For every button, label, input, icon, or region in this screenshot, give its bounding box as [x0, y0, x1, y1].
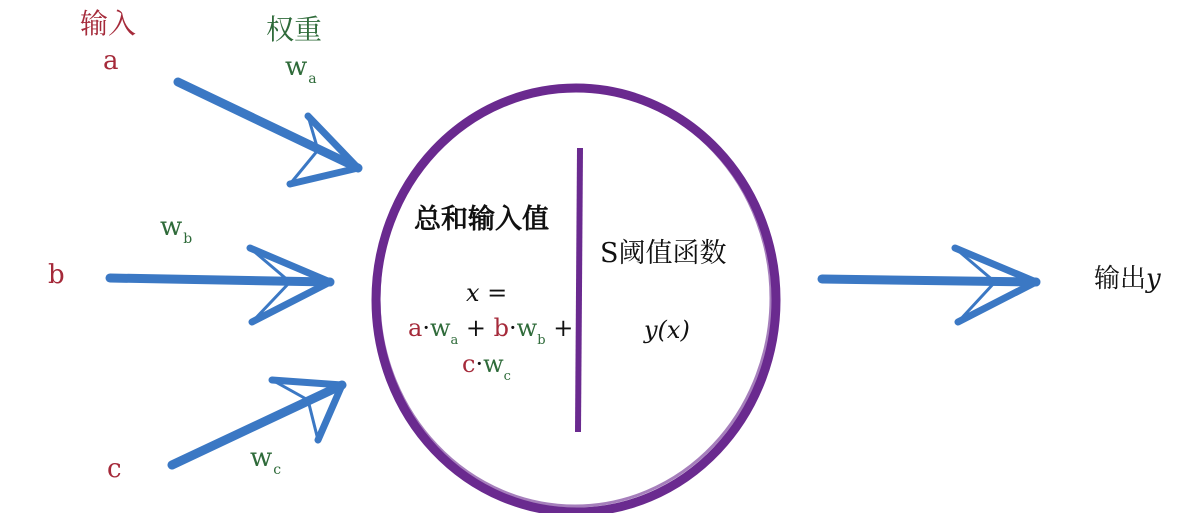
input-b: b [48, 260, 65, 290]
formula-line3: $c\cdot w_c$ [462, 350, 511, 384]
activation-yx: y(x) [644, 316, 690, 344]
input-c: c [107, 454, 122, 484]
neuron-divider [578, 148, 580, 432]
weight-c: $w_c$ [250, 443, 282, 478]
sigmoid-title: S阈值函数 [600, 238, 727, 269]
formula-x-equals: x = [466, 279, 508, 307]
weight-title: 权重 [266, 13, 323, 46]
formula-line2: $a\cdot w_a + b\cdot w_b$ + [408, 314, 574, 348]
summation-title: 总和输入值 [414, 204, 549, 235]
arrow-input-a [178, 82, 358, 184]
arrow-output [822, 248, 1036, 322]
weight-a: $w_a$ [285, 52, 317, 87]
input-title: 输入 [80, 7, 137, 40]
arrow-input-b [110, 248, 330, 322]
output-label: 输出y [1094, 264, 1161, 294]
input-a: a [103, 46, 119, 76]
weight-b: $w_b$ [160, 212, 193, 247]
